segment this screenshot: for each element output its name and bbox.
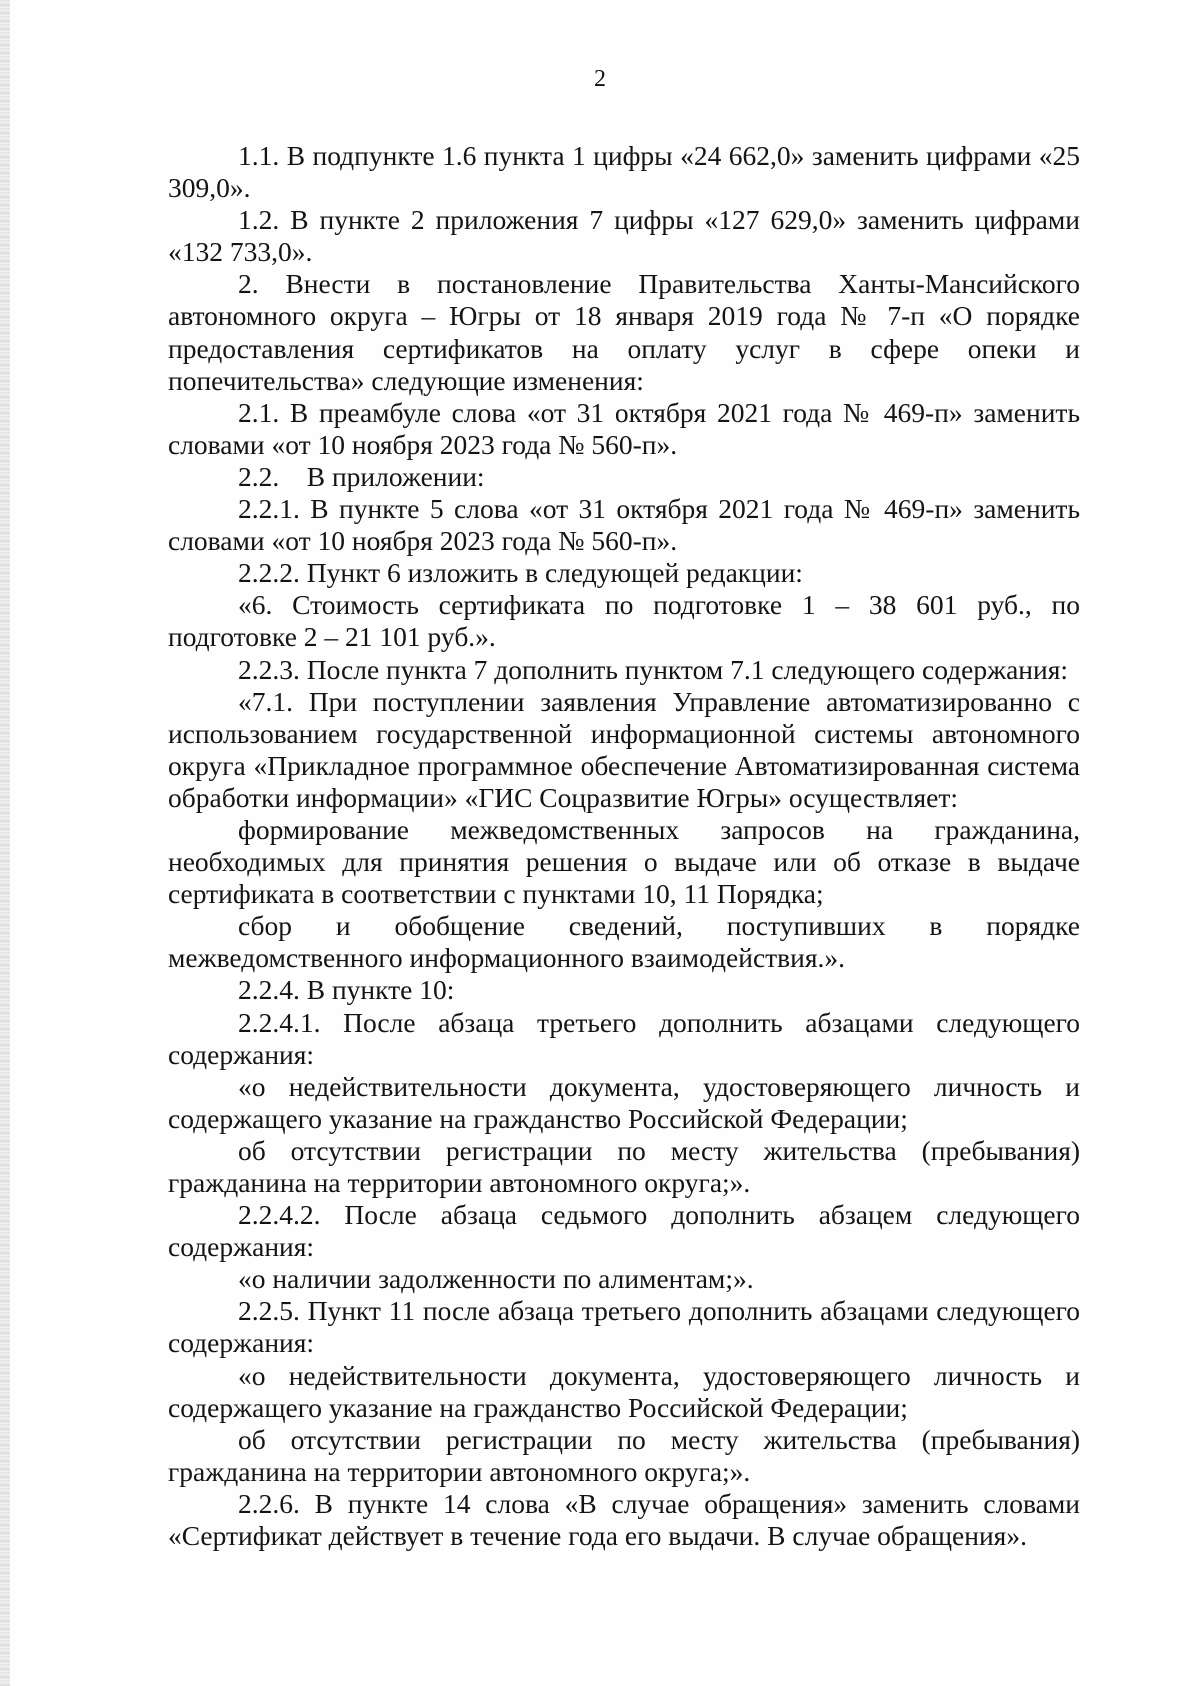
paragraph-2-2-4: 2.2.4. В пункте 10: (238, 974, 455, 1006)
paragraph-2-2-4-1: 2.2.4.1. После абзаца третьего дополнить абзацами следующего содержания: (168, 1006, 1080, 1070)
paragraph-2-1: 2.1. В преамбуле слова «от 31 октября 2021 года № 469-п» заменить словами «от 10 ноября 2023 года № 560-п». (168, 396, 1080, 460)
paragraph-requests: формирование межведомственных запросов на гражданина, необходимых для принятия решения о выдаче или об отказе в выдаче сертификата в соответствии с пунктами 10, 11 Порядка; (168, 813, 1080, 910)
paragraph-invalid-document-1: «о недействительности документа, удостоверяющего личность и содержащего указание на гражданство Российской Федерации; (168, 1070, 1080, 1134)
paragraph-quote-6: «6. Стоимость сертификата по подготовке 1 – 38 601 руб., по подготовке 2 – 21 101 руб.». (168, 589, 1080, 653)
paragraph-1-1: 1.1. В подпункте 1.6 пункта 1 цифры «24 662,0» заменить цифрами «25 309,0». (168, 140, 1080, 204)
paragraph-collection: сбор и обобщение сведений, поступивших в порядке межведомственного информационного взаимодействия.». (168, 910, 1080, 974)
paragraph-no-registration-2: об отсутствии регистрации по месту жительства (пребывания) гражданина на территории автономного округа;». (168, 1423, 1080, 1487)
paragraph-2-2-5: 2.2.5. Пункт 11 после абзаца третьего дополнить абзацами следующего содержания: (168, 1295, 1080, 1359)
paragraph-2: 2. Внести в постановление Правительства Ханты-Мансийского автономного округа – Югры от 18 января 2019 года № 7-п «О порядке предоставления сертификатов на оплату услуг в сфере опеки и попечительства» следующие изменения: (168, 268, 1080, 396)
document-body (168, 140, 1080, 1552)
page-number: 2 (594, 66, 606, 92)
paragraph-2-2-2: 2.2.2. Пункт 6 изложить в следующей редакции: (238, 557, 803, 589)
paragraph-2-2-4-2: 2.2.4.2. После абзаца седьмого дополнить абзацем следующего содержания: (168, 1199, 1080, 1263)
paragraph-2-2-1: 2.2.1. В пункте 5 слова «от 31 октября 2021 года № 469-п» заменить словами «от 10 ноября 2023 года № 560-п». (168, 493, 1080, 557)
paragraph-2-2: 2.2. В приложении: (238, 460, 485, 492)
scan-edge-shadow (0, 0, 10, 1686)
paragraph-alimony-debt: «о наличии задолженности по алиментам;». (238, 1263, 754, 1295)
paragraph-invalid-document-2: «о недействительности документа, удостоверяющего личность и содержащего указание на гражданство Российской Федерации; (168, 1359, 1080, 1423)
paragraph-quote-7-1: «7.1. При поступлении заявления Управление автоматизированно с использованием государственной информационной системы автономного округа «Прикладное программное обеспечение Автоматизированная система обработки информации» «ГИС Соцразвитие Югры» осуществляет: (168, 685, 1080, 813)
paragraph-1-2: 1.2. В пункте 2 приложения 7 цифры «127 629,0» заменить цифрами «132 733,0». (168, 204, 1080, 268)
paragraph-no-registration-1: об отсутствии регистрации по месту жительства (пребывания) гражданина на территории автономного округа;». (168, 1134, 1080, 1198)
paragraph-2-2-6: 2.2.6. В пункте 14 слова «В случае обращения» заменить словами «Сертификат действует в течение года его выдачи. В случае обращения». (168, 1487, 1080, 1552)
paragraph-2-2-3: 2.2.3. После пункта 7 дополнить пунктом 7.1 следующего содержания: (238, 653, 1069, 685)
